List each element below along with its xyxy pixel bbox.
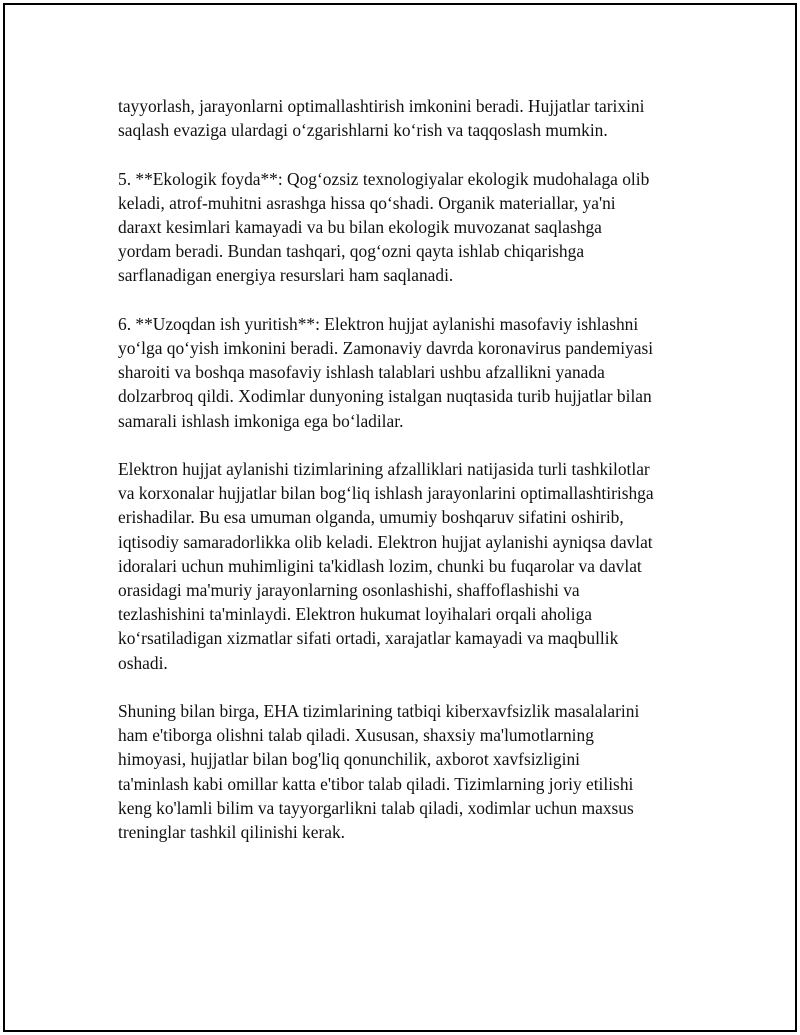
paragraph-cybersecurity	[118, 699, 693, 844]
text-line: tayyorlash, jarayonlarni optimallashtirish imkonini beradi. Hujjatlar tarixini	[118, 96, 645, 116]
text-line: 5. **Ekologik foyda**: Qog‘ozsiz texnologiyalar ekologik mudohalaga olib	[118, 168, 650, 189]
text-line: iqtisodiy samaradorlikka olib keladi. Elektron hujjat aylanishi ayniqsa davlat	[118, 531, 653, 552]
paragraph-advantages-summary	[118, 457, 693, 675]
text-line: daraxt kesimlari kamayadi va bu bilan ekologik muvozanat saqlashga	[118, 217, 602, 237]
text-line: orasidagi ma'muriy jarayonlarning osonlashishi, shaffoflashishi va	[118, 580, 580, 601]
text-line: yordam beradi. Bundan tashqari, qog‘ozni qayta ishlab chiqarishga	[118, 241, 585, 262]
text-line: tezlashishini ta'minlaydi. Elektron hukumat loyihalari orqali aholiga	[118, 604, 593, 625]
text-line: ko‘rsatiladigan xizmatlar sifati ortadi, xarajatlar kamayadi va maqbullik	[118, 628, 619, 649]
document-body	[118, 94, 693, 868]
text-line: samarali ishlash imkoniga ega bo‘ladilar.	[118, 410, 404, 431]
text-line: va korxonalar hujjatlar bilan bog‘liq ishlash jarayonlarini optimallashtirishga	[118, 483, 654, 504]
text-line: 6. **Uzoqdan ish yuritish**: Elektron hujjat aylanishi masofaviy ishlashni	[118, 313, 639, 334]
paragraph-history-continuation	[118, 94, 693, 142]
text-line: oshadi.	[118, 652, 168, 673]
text-line: saqlash evaziga ulardagi o‘zgarishlarni ko‘rish va taqqoslash mumkin.	[118, 120, 608, 141]
text-line: himoyasi, hujjatlar bilan bog'liq qonunchilik, axborot xavfsizligini	[118, 749, 580, 770]
text-line: sarflanadigan energiya resurslari ham saqlanadi.	[118, 265, 454, 286]
text-line: keng ko'lamli bilim va tayyorgarlikni talab qiladi, xodimlar uchun maxsus	[118, 797, 634, 818]
text-line: sharoiti va boshqa masofaviy ishlash talablari ushbu afzallikni yanada	[118, 362, 605, 383]
text-line: Elektron hujjat aylanishi tizimlarining afzalliklari natijasida turli tashkilotlar	[118, 459, 650, 479]
text-line: ham e'tiborga olishni talab qiladi. Xususan, shaxsiy ma'lumotlarning	[118, 725, 594, 746]
text-line: idoralari uchun muhimligini ta'kidlash lozim, chunki bu fuqarolar va davlat	[118, 555, 642, 576]
text-line: yo‘lga qo‘yish imkonini beradi. Zamonaviy davrda koronavirus pandemiyasi	[118, 338, 654, 358]
text-line: Shuning bilan birga, EHA tizimlarining tatbiqi kiberxavfsizlik masalalarini	[118, 701, 640, 722]
paragraph-remote-work	[118, 312, 693, 433]
text-line: dolzarbroq qildi. Xodimlar dunyoning istalgan nuqtasida turib hujjatlar bilan	[118, 386, 652, 407]
text-line: ta'minlash kabi omillar katta e'tibor talab qiladi. Tizimlarning joriy etilishi	[118, 773, 634, 794]
text-line: erishadilar. Bu esa umuman olganda, umumiy boshqaruv sifatini oshirib,	[118, 507, 624, 528]
paragraph-ecological-benefit	[118, 167, 693, 288]
text-line: treninglar tashkil qilinishi kerak.	[118, 822, 345, 843]
text-line: keladi, atrof-muhitni asrashga hissa qo‘shadi. Organik materiallar, ya'ni	[118, 192, 616, 213]
